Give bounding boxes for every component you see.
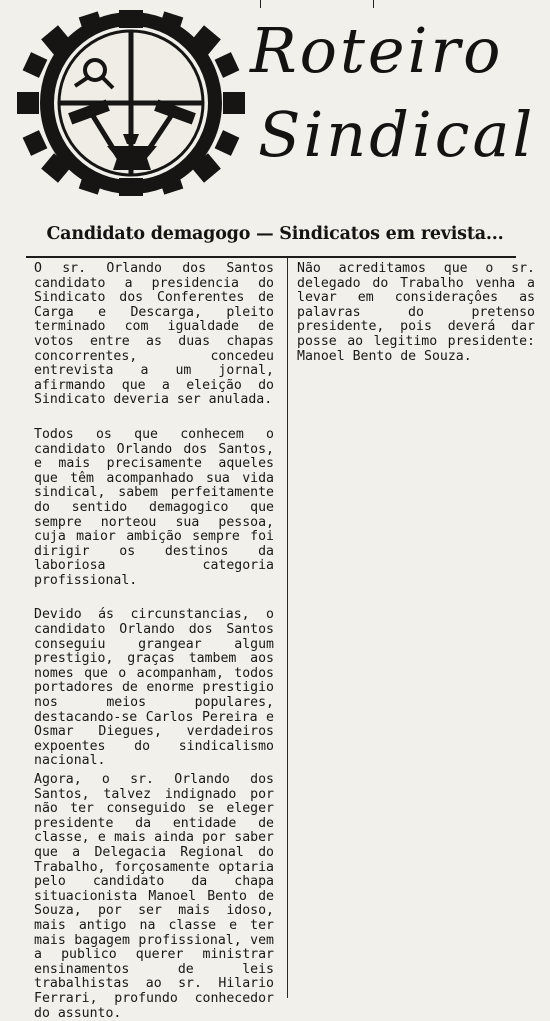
article-headline: Candidato demagogo — Sindicatos em revista... — [46, 224, 504, 244]
masthead-title — [232, 4, 542, 194]
headline-rule — [26, 256, 516, 258]
union-gear-emblem-icon — [15, 8, 247, 198]
article-paragraph: O sr. Orlando dos Santos candidato a presidencia do Sindicato dos Conferentes de Carga e Descarga, pleito terminado com igualdade de votos entre as duas chapas concorrentes, concedeu entrevista a um jornal, afirmando que a eleição do Sindicato deveria ser anulada. — [34, 261, 274, 408]
article-right-column — [297, 262, 535, 384]
column-divider — [287, 258, 288, 998]
masthead-title-line1: Roteiro — [250, 14, 504, 87]
article-paragraph: Agora, o sr. Orlando dos Santos, talvez indignado por não ter conseguido se eleger presidente da entidade de classe, e mais ainda por saber que a Delegacia Regional do Trabalho, forçosamente optaria pelo candidato da chapa situacionista Manoel Bento de Souza, por ser mais idoso, mais antigo na classe e ter mais bagagem profissional, vem a publico querer ministrar ensinamentos de leis trabalhistas ao sr. Hilario Ferrari, profundo conhecedor do assunto. — [34, 772, 274, 1021]
article-paragraph: Todos os que conhecem o candidato Orlando dos Santos, e mais precisamente aqueles que têm acompanhado sua vida sindical, sabem perfeitamente do sentido demagogico que sempre norteou sua pessoa, cuja maior ambição sempre foi dirigir os destinos da laboriosa categoria profissional. — [34, 426, 274, 588]
article-paragraph: Não acreditamos que o sr. delegado do Trabalho venha a levar em consideraçôes as palavras do pretenso presidente, pois deverá dar posse ao legitimo presidente: Manoel Bento de Souza. — [297, 261, 535, 364]
article-paragraph: Devido ás circunstancias, o candidato Orlando dos Santos conseguiu grangear algum prestigio, graças tambem aos nomes que o acompanham, todos portadores de enorme prestigio nos meios populares, destacando-se Carlos Pereira e Osmar Diegues, verdadeiros expoentes do sindicalismo nacional. — [34, 607, 274, 769]
article-left-column — [34, 262, 274, 1021]
masthead-title-line2: Sindical — [258, 98, 536, 171]
